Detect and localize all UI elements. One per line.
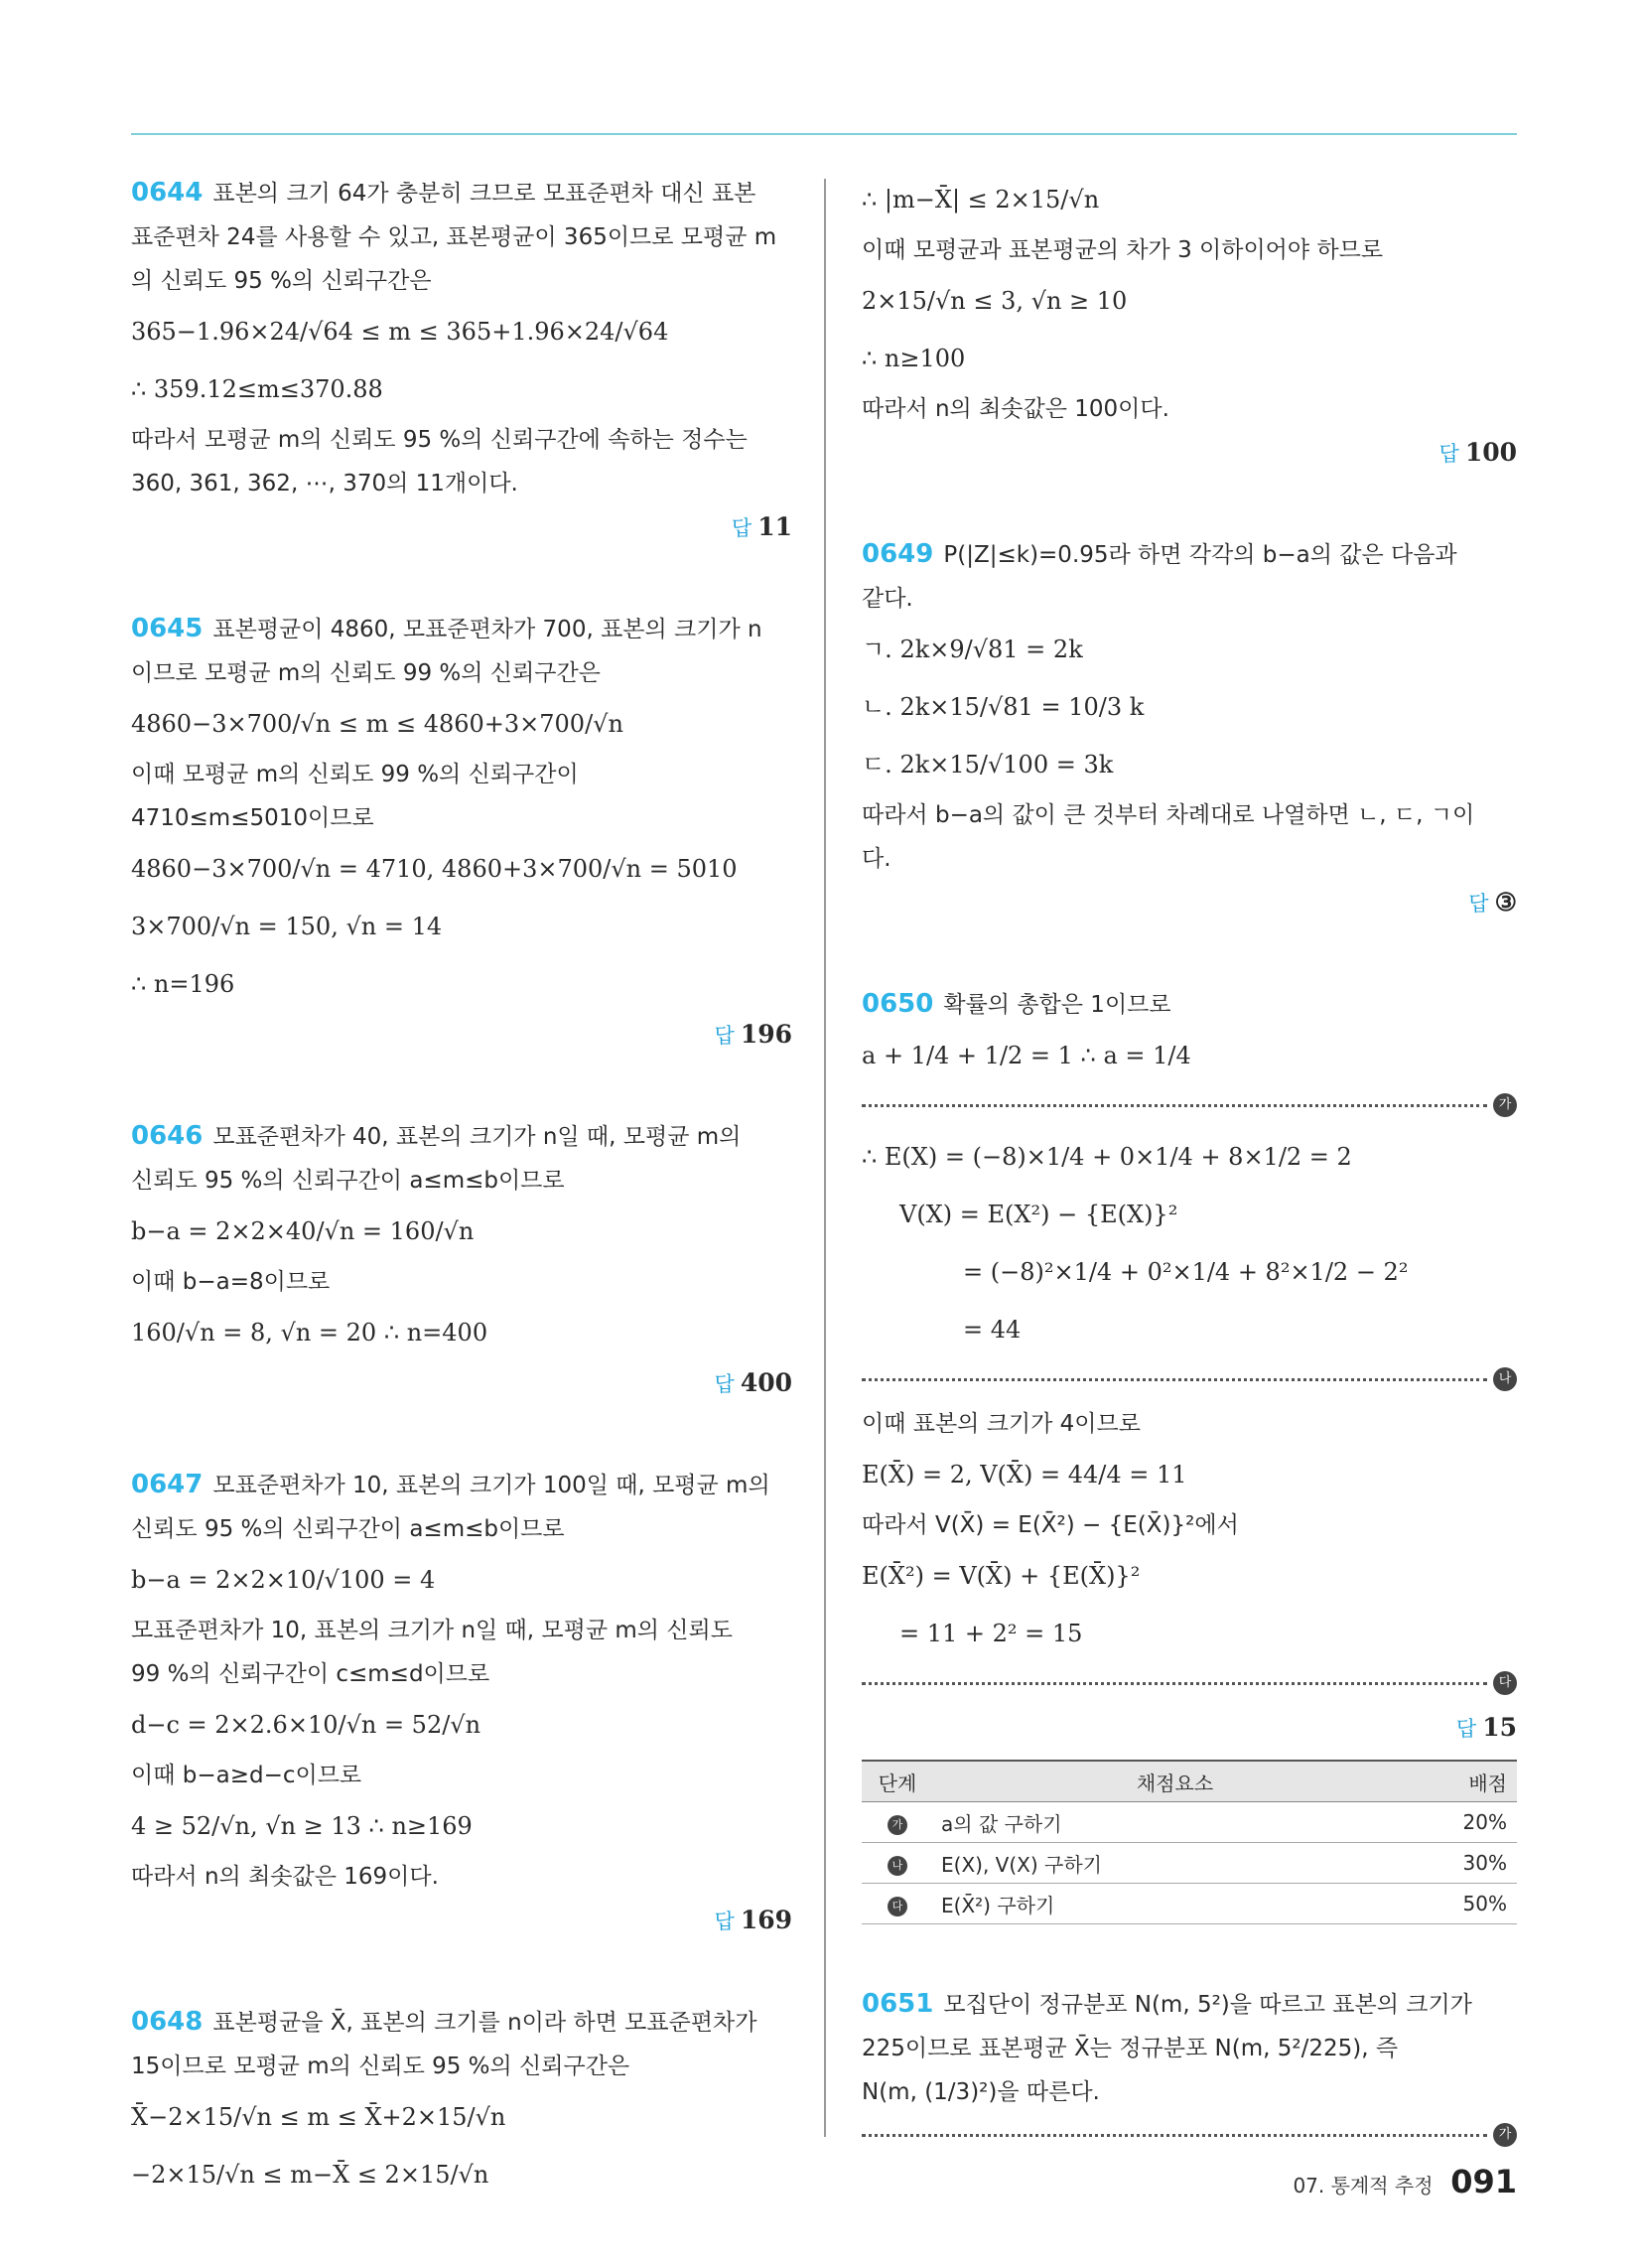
equation-line bbox=[131, 1551, 792, 1609]
line-content: 4710≤m≤5010이므로 bbox=[131, 805, 374, 831]
table-row bbox=[862, 1843, 1517, 1884]
line-content: 360, 361, 362, ⋯, 370의 11개이다. bbox=[131, 471, 518, 496]
answer-row bbox=[862, 431, 1517, 475]
text-line bbox=[131, 2000, 792, 2045]
answer-label: 답 bbox=[1438, 442, 1459, 466]
text-line bbox=[862, 577, 1517, 621]
line-content: 99 %의 신뢰구간이 c≤m≤d이므로 bbox=[131, 1661, 490, 1687]
answer-value: ③ bbox=[1494, 888, 1517, 917]
answer-row bbox=[131, 1899, 792, 1942]
line-content: −2×15/√n ≤ m−X̄ ≤ 2×15/√n bbox=[131, 2161, 489, 2189]
score-cell: 30% bbox=[1417, 1843, 1517, 1884]
text-line bbox=[862, 793, 1517, 837]
equation-line bbox=[131, 1203, 792, 1260]
text-line bbox=[131, 1114, 792, 1159]
line-content: b−a = 2×2×10/√100 = 4 bbox=[131, 1566, 436, 1594]
equation-line bbox=[862, 736, 1517, 793]
problem-number: 0645 bbox=[131, 614, 204, 643]
answer-value: 169 bbox=[740, 1906, 792, 1934]
problem-0648 bbox=[131, 2000, 792, 2203]
line-content: 15이므로 모평균 m의 신뢰도 95 %의 신뢰구간은 bbox=[131, 2054, 630, 2079]
right-column bbox=[862, 171, 1517, 2211]
line-content: 이때 b−a=8이므로 bbox=[131, 1269, 331, 1295]
table-header: 단계 bbox=[862, 1761, 933, 1802]
scoring-table bbox=[862, 1760, 1517, 1924]
step-marker: 나 bbox=[888, 1856, 907, 1876]
line-content: X̄−2×15/√n ≤ m ≤ X̄+2×15/√n bbox=[131, 2103, 506, 2131]
line-content: 모표준편차가 10, 표본의 크기가 n일 때, 모평균 m의 신뢰도 bbox=[131, 1618, 733, 1643]
line-content: 160/√n = 8, √n = 20 ∴ n=400 bbox=[131, 1319, 488, 1347]
text-line bbox=[862, 387, 1517, 431]
line-content: 확률의 총합은 1이므로 bbox=[943, 992, 1171, 1018]
equation-line bbox=[131, 2088, 792, 2146]
equation-line bbox=[131, 898, 792, 955]
equation-line bbox=[131, 360, 792, 418]
text-line bbox=[131, 607, 792, 651]
equation-line bbox=[131, 2146, 792, 2203]
text-line bbox=[862, 1503, 1517, 1547]
problem-0650 bbox=[862, 982, 1517, 1924]
equation-line bbox=[131, 1696, 792, 1754]
line-content: 이때 모평균 m의 신뢰도 99 %의 신뢰구간이 bbox=[131, 762, 579, 787]
line-content: a + 1/4 + 1/2 = 1 ∴ a = 1/4 bbox=[862, 1042, 1191, 1069]
equation-line bbox=[131, 303, 792, 360]
text-line bbox=[131, 418, 792, 462]
step-separator bbox=[862, 1666, 1517, 1702]
step-cell bbox=[862, 1884, 933, 1924]
answer-label: 답 bbox=[714, 1024, 735, 1048]
step-marker: 가 bbox=[1493, 2123, 1517, 2147]
line-content: 이때 b−a≥d−c이므로 bbox=[131, 1763, 362, 1788]
equation-line bbox=[131, 695, 792, 753]
answer-row bbox=[131, 1013, 792, 1057]
table-header-row bbox=[862, 1761, 1517, 1802]
step-marker: 다 bbox=[1493, 1671, 1517, 1695]
text-line bbox=[131, 2045, 792, 2088]
equation-line bbox=[131, 1304, 792, 1361]
text-line bbox=[862, 1402, 1517, 1446]
line-content: ∴ |m−X̄| ≤ 2×15/√n bbox=[862, 186, 1100, 213]
line-content: b−a = 2×2×40/√n = 160/√n bbox=[131, 1217, 475, 1245]
step-cell bbox=[862, 1802, 933, 1843]
problem-number: 0651 bbox=[862, 1989, 934, 2019]
text-line bbox=[131, 1159, 792, 1203]
answer bbox=[1468, 881, 1517, 925]
step-separator bbox=[862, 2118, 1517, 2154]
problem-number: 0650 bbox=[862, 989, 934, 1019]
dotted-line bbox=[862, 1682, 1487, 1685]
equation-line bbox=[862, 1186, 1517, 1243]
problem-number: 0646 bbox=[131, 1121, 204, 1151]
problem-number: 0649 bbox=[862, 539, 934, 569]
dotted-line bbox=[862, 1104, 1487, 1107]
table-row bbox=[862, 1884, 1517, 1924]
equation-line bbox=[131, 955, 792, 1013]
line-content: 이므로 모평균 m의 신뢰도 99 %의 신뢰구간은 bbox=[131, 660, 601, 686]
text-line bbox=[862, 982, 1517, 1027]
equation-line bbox=[862, 1243, 1517, 1301]
dotted-line bbox=[862, 2134, 1487, 2137]
answer-label: 답 bbox=[1455, 1717, 1477, 1741]
line-content: 따라서 n의 최솟값은 169이다. bbox=[131, 1864, 439, 1890]
line-content: 이때 모평균과 표본평균의 차가 3 이하이어야 하므로 bbox=[862, 237, 1384, 263]
line-content: 따라서 b−a의 값이 큰 것부터 차례대로 나열하면 ㄴ, ㄷ, ㄱ이 bbox=[862, 802, 1475, 828]
line-content: 표준편차 24를 사용할 수 있고, 표본평균이 365이므로 모평균 m bbox=[131, 224, 777, 250]
line-content: 같다. bbox=[862, 586, 913, 612]
left-column bbox=[131, 171, 792, 2261]
text-line bbox=[131, 1463, 792, 1507]
text-line bbox=[131, 1260, 792, 1304]
line-content: 2×15/√n ≤ 3, √n ≥ 10 bbox=[862, 287, 1128, 315]
equation-line bbox=[862, 272, 1517, 330]
problem-0646 bbox=[131, 1114, 792, 1405]
line-content: 신뢰도 95 %의 신뢰구간이 a≤m≤b이므로 bbox=[131, 1516, 565, 1542]
line-content: 다. bbox=[862, 846, 891, 872]
answer bbox=[1439, 431, 1517, 476]
line-content: 225이므로 표본평균 X̄는 정규분포 N(m, 5²/225), 즉 bbox=[862, 2036, 1399, 2061]
score-cell: 20% bbox=[1417, 1802, 1517, 1843]
line-content: 신뢰도 95 %의 신뢰구간이 a≤m≤b이므로 bbox=[131, 1168, 565, 1194]
dotted-line bbox=[862, 1378, 1487, 1381]
step-marker: 나 bbox=[1493, 1367, 1517, 1391]
answer-label: 답 bbox=[731, 516, 753, 540]
answer-value: 100 bbox=[1464, 438, 1517, 467]
page-footer bbox=[1293, 2163, 1517, 2200]
step-separator bbox=[862, 1362, 1517, 1398]
answer bbox=[715, 1013, 792, 1058]
text-line bbox=[131, 651, 792, 695]
column-divider bbox=[824, 179, 826, 2137]
line-content: 3×700/√n = 150, √n = 14 bbox=[131, 913, 443, 940]
line-content: N(m, (1/3)²)을 따른다. bbox=[862, 2079, 1100, 2105]
top-rule bbox=[131, 133, 1517, 135]
line-content: ∴ 359.12≤m≤370.88 bbox=[131, 375, 383, 403]
equation-line bbox=[862, 621, 1517, 678]
line-content: P(|Z|≤k)=0.95라 하면 각각의 b−a의 값은 다음과 bbox=[943, 542, 1457, 568]
equation-line bbox=[862, 1547, 1517, 1605]
problem-0645 bbox=[131, 607, 792, 1057]
text-line bbox=[131, 1754, 792, 1797]
answer-row bbox=[862, 1706, 1517, 1750]
step-marker: 다 bbox=[888, 1897, 907, 1916]
text-line bbox=[862, 2027, 1517, 2070]
text-line bbox=[131, 796, 792, 840]
equation-line bbox=[862, 1301, 1517, 1358]
table-row bbox=[862, 1802, 1517, 1843]
line-content: ㄴ. 2k×15/√81 = 10/3 k bbox=[862, 693, 1145, 721]
answer-value: 400 bbox=[740, 1368, 792, 1397]
text-line bbox=[862, 228, 1517, 272]
answer-value: 15 bbox=[1482, 1713, 1517, 1742]
answer-row bbox=[862, 881, 1517, 924]
line-content: 모표준편차가 40, 표본의 크기가 n일 때, 모평균 m의 bbox=[212, 1124, 742, 1150]
equation-line bbox=[862, 1446, 1517, 1503]
answer bbox=[1456, 1706, 1517, 1751]
step-separator bbox=[862, 1088, 1517, 1124]
problem-0644 bbox=[131, 171, 792, 549]
step-cell bbox=[862, 1843, 933, 1884]
problem-0647 bbox=[131, 1463, 792, 1942]
line-content: E(X̄) = 2, V(X̄) = 44/4 = 11 bbox=[862, 1461, 1187, 1488]
text-line bbox=[131, 753, 792, 796]
line-content: 이때 표본의 크기가 4이므로 bbox=[862, 1411, 1141, 1437]
score-cell: 50% bbox=[1417, 1884, 1517, 1924]
step-marker: 가 bbox=[888, 1815, 907, 1835]
equation-line bbox=[862, 1027, 1517, 1084]
equation-line bbox=[862, 1128, 1517, 1186]
line-content: 4 ≥ 52/√n, √n ≥ 13 ∴ n≥169 bbox=[131, 1812, 473, 1840]
text-line bbox=[131, 215, 792, 259]
equation-line bbox=[862, 1605, 1517, 1662]
item-cell: a의 값 구하기 bbox=[933, 1802, 1417, 1843]
text-line bbox=[131, 1507, 792, 1551]
line-content: d−c = 2×2.6×10/√n = 52/√n bbox=[131, 1711, 481, 1739]
equation-line bbox=[862, 678, 1517, 736]
line-content: E(X̄²) = V(X̄) + {E(X̄)}² bbox=[862, 1562, 1141, 1590]
line-content: ㄷ. 2k×15/√100 = 3k bbox=[862, 751, 1114, 779]
answer-label: 답 bbox=[1468, 892, 1489, 916]
equation-line bbox=[862, 330, 1517, 387]
line-content: 표본평균을 X̄, 표본의 크기를 n이라 하면 모표준편차가 bbox=[212, 2010, 757, 2036]
chapter-title: 07. 통계적 추정 bbox=[1293, 2174, 1434, 2197]
item-cell: E(X), V(X) 구하기 bbox=[933, 1843, 1417, 1884]
line-content: 4860−3×700/√n ≤ m ≤ 4860+3×700/√n bbox=[131, 710, 623, 738]
text-line bbox=[862, 532, 1517, 577]
equation-line bbox=[131, 1797, 792, 1855]
answer-value: 196 bbox=[740, 1020, 792, 1049]
problem-number: 0644 bbox=[131, 178, 204, 208]
answer-row bbox=[131, 505, 792, 549]
text-line bbox=[131, 1855, 792, 1899]
answer bbox=[715, 1361, 792, 1406]
table-header: 배점 bbox=[1417, 1761, 1517, 1802]
line-content: ∴ n≥100 bbox=[862, 345, 966, 372]
text-line bbox=[131, 1609, 792, 1652]
line-content: 모집단이 정규분포 N(m, 5²)을 따르고 표본의 크기가 bbox=[943, 1992, 1472, 2018]
answer-label: 답 bbox=[714, 1910, 735, 1933]
line-content: ∴ n=196 bbox=[131, 970, 235, 998]
text-line bbox=[131, 1652, 792, 1696]
text-line bbox=[862, 837, 1517, 881]
answer-value: 11 bbox=[757, 512, 792, 541]
problem-continued bbox=[862, 171, 1517, 475]
text-line bbox=[131, 462, 792, 505]
line-content: = 11 + 2² = 15 bbox=[899, 1620, 1083, 1647]
table-header: 채점요소 bbox=[933, 1761, 1417, 1802]
answer-row bbox=[131, 1361, 792, 1405]
line-content: 의 신뢰도 95 %의 신뢰구간은 bbox=[131, 268, 432, 294]
answer bbox=[715, 1899, 792, 1943]
answer-label: 답 bbox=[714, 1372, 735, 1396]
line-content: 4860−3×700/√n = 4710, 4860+3×700/√n = 5010 bbox=[131, 855, 738, 883]
line-content: 표본평균이 4860, 모표준편차가 700, 표본의 크기가 n bbox=[212, 617, 762, 642]
line-content: 365−1.96×24/√64 ≤ m ≤ 365+1.96×24/√64 bbox=[131, 318, 669, 346]
line-content: 표본의 크기 64가 충분히 크므로 모표준편차 대신 표본 bbox=[212, 181, 756, 207]
line-content: 따라서 모평균 m의 신뢰도 95 %의 신뢰구간에 속하는 정수는 bbox=[131, 427, 748, 453]
item-cell: E(X̄²) 구하기 bbox=[933, 1884, 1417, 1924]
line-content: 따라서 n의 최솟값은 100이다. bbox=[862, 396, 1169, 422]
answer bbox=[732, 505, 792, 550]
problem-number: 0648 bbox=[131, 2007, 204, 2037]
problem-number: 0647 bbox=[131, 1470, 204, 1499]
line-content: ∴ E(X) = (−8)×1/4 + 0×1/4 + 8×1/2 = 2 bbox=[862, 1143, 1352, 1171]
page-number: 091 bbox=[1450, 2163, 1517, 2200]
text-line bbox=[131, 171, 792, 215]
line-content: = (−8)²×1/4 + 0²×1/4 + 8²×1/2 − 2² bbox=[963, 1258, 1409, 1286]
line-content: 따라서 V(X̄) = E(X̄²) − {E(X̄)}²에서 bbox=[862, 1512, 1239, 1538]
step-marker: 가 bbox=[1493, 1093, 1517, 1117]
problem-0651 bbox=[862, 1982, 1517, 2154]
line-content: ㄱ. 2k×9/√81 = 2k bbox=[862, 636, 1083, 663]
text-line bbox=[131, 259, 792, 303]
problem-0649 bbox=[862, 532, 1517, 924]
line-content: = 44 bbox=[963, 1316, 1022, 1344]
equation-line bbox=[131, 840, 792, 898]
text-line bbox=[862, 1982, 1517, 2027]
text-line bbox=[862, 2070, 1517, 2114]
line-content: 모표준편차가 10, 표본의 크기가 100일 때, 모평균 m의 bbox=[212, 1473, 770, 1498]
line-content: V(X) = E(X²) − {E(X)}² bbox=[899, 1201, 1178, 1228]
equation-line bbox=[862, 171, 1517, 228]
